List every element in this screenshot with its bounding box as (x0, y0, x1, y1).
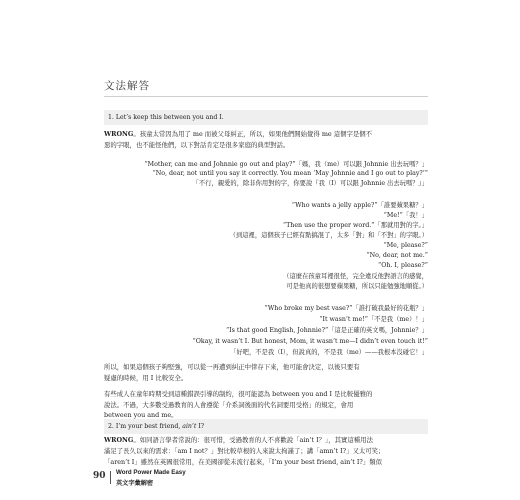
q1-wrong-text-2: 惡的字眼，也不能怪他們，以下對話肯定是很多家庭的典型對話。 (104, 140, 290, 149)
dialogue-line: （這麼在孩童耳裡很怪，完全違反他對語言的感覺， (283, 273, 428, 280)
wrong-label: WRONG (104, 130, 134, 138)
dialogue-line: “Me, please?” (383, 242, 428, 249)
question-1-heading: 1. Let’s keep this between you and I. (104, 110, 428, 125)
heading-italic: ain’t (182, 423, 197, 430)
book-title-en: Word Power Made Easy (116, 469, 186, 476)
q1-paragraph-3 (104, 389, 428, 421)
text-line: 有些成人在童年時期受到這種錯誤引導的制約，很可能認為 between you and I 是比較優雅的 (104, 390, 373, 398)
dialogue-line: “It wasn’t me!”「不是我（me）！」 (319, 316, 428, 323)
dialogue-line: “Oh. I, please?” (377, 262, 428, 269)
footer-separator (110, 471, 111, 484)
dialogue-line: “Then use the proper word.”「那就用對的字。」 (282, 222, 428, 229)
dialogue-line: “No, dear, not until you say it correctly. You mean ‘May Johnnie and I go out to play?’” (152, 170, 428, 177)
heading-text: 2. I’m your best friend, (108, 423, 183, 430)
dialogue-line: “Me!”「我！」 (383, 212, 428, 219)
q1-paragraph-2 (104, 362, 428, 383)
wrong-label: WRONG (104, 436, 134, 444)
dialogue-line: “No, dear, not me.” (366, 252, 428, 259)
text-line: 。如同語言學者常說的：很可惜，受過教育的人不喜歡說「ain’t I？」，其實這種用法 (133, 436, 373, 444)
dialogue-line: “Mother, can me and Johnnie go out and play?”「媽，我（me）可以跟 Johnnie 出去玩嗎？」 (144, 161, 428, 168)
text-line: 所以，如果這個孩子夠堅強，可以從一再遭到糾正中倖存下來，他可能會決定，以後只要有 (104, 363, 360, 371)
book-title-cn: 英文字彙解密 (116, 480, 154, 487)
dialogue-line: 「好吧，不是我（I），但說真的，不是我（me）——我根本沒碰它！」 (230, 349, 428, 356)
title-divider (104, 96, 428, 97)
text-line: between you and me。 (104, 411, 178, 419)
heading-text: I? (196, 423, 205, 430)
dialogue-line: （到這裡，這個孩子已經有點搞混了，太多「對」和「不對」的字眼。） (229, 232, 428, 239)
section-title: 文法解答 (104, 80, 150, 92)
text-line: 疑慮的時候，用 I 比較安全。 (104, 373, 188, 382)
page-number: 90 (93, 471, 106, 481)
dialogue-line: “Who wants a jelly apple?”「誰要蘋果糖？」 (291, 202, 428, 209)
text-line: 說法。不過，大多數受過教育的人會遵從「介系詞後面的代名詞要用受格」的規定，會用 (104, 400, 354, 409)
dialogue-line: 「不行，親愛的，除非你用對的字，你要說『我（I）可以跟 Johnnie 出去玩嗎？』」 (192, 180, 428, 187)
q2-text-3: 「aren’t I」雖然在英國很常用，在美國卻從未流行起來，「I’m your best friend, ain’t I?」類似 (104, 458, 428, 467)
dialogue-line: 可是他真的很想要蘋果糖，所以只能勉強地順從。） (286, 283, 428, 290)
q2-text-2: 滿足了長久以來的需求：「am I not？」對比較草根的人來說太拘謹了；講「amn’t I?」又太可笑； (104, 447, 428, 456)
q2-wrong-paragraph (104, 436, 428, 445)
dialogue-line: “Who broke my best vase?”「誰打破我最好的花瓶？」 (264, 305, 428, 312)
q1-wrong-paragraph (104, 129, 428, 150)
dialogue-line: “Is that good English, Johnnie?”「這是正確的英文嗎，Johnnie？」 (225, 327, 428, 334)
question-2-heading (104, 419, 428, 434)
dialogue-line: “Okay, it wasn’t I. But honest, Mom, it wasn’t me—I didn’t even touch it!” (192, 338, 428, 345)
q1-wrong-text-1: 。孩童太常因為用了 me 而被父母糾正，所以，如果他們開始覺得 me 這個字是個不 (133, 130, 373, 138)
